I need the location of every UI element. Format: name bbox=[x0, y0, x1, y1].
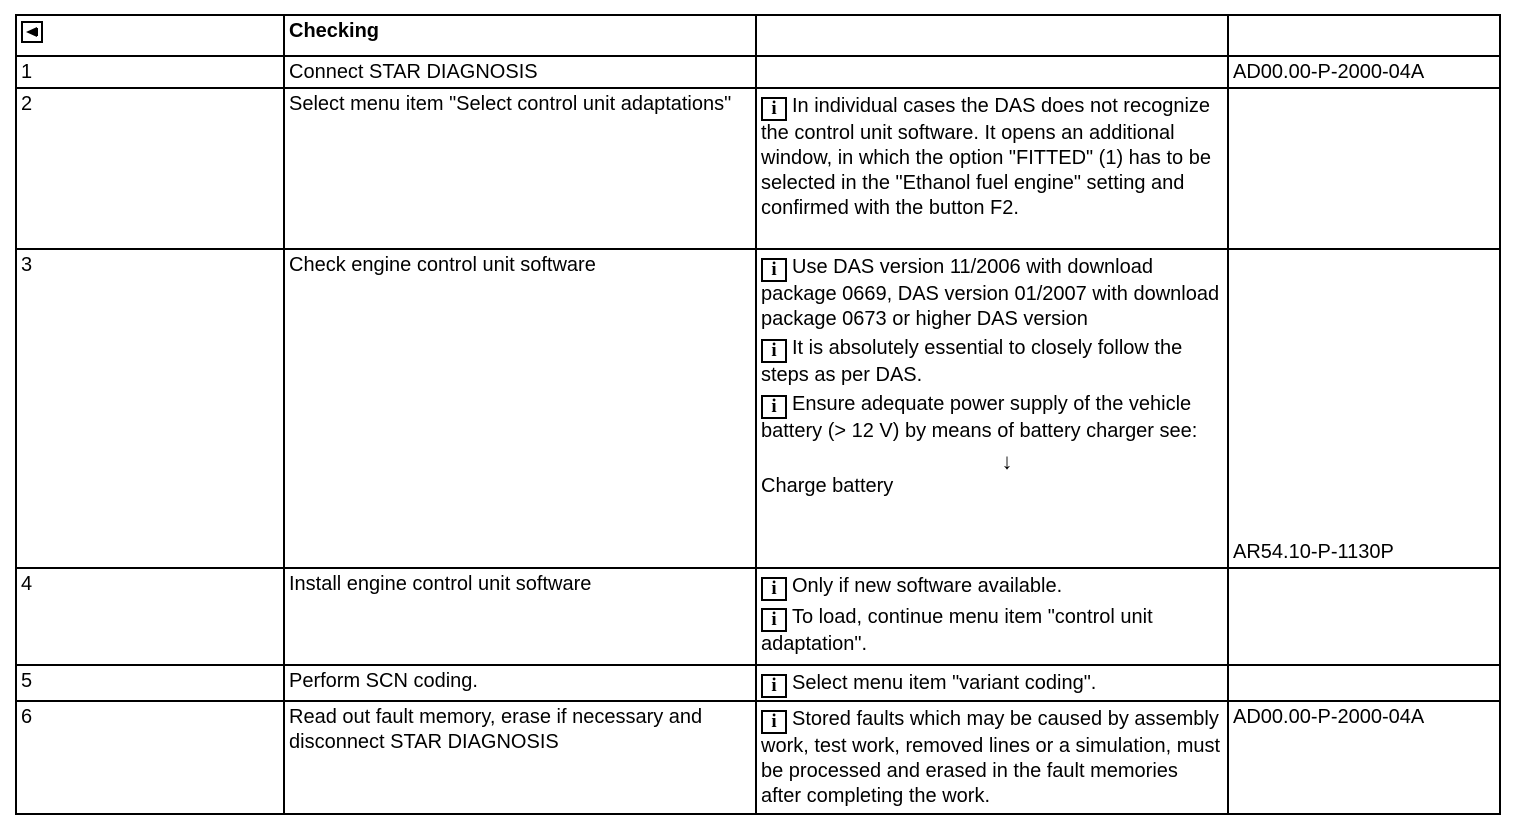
step-action: Install engine control unit software bbox=[284, 568, 756, 665]
step-notes bbox=[756, 88, 1228, 249]
step-number: 5 bbox=[16, 665, 284, 701]
step-number: 4 bbox=[16, 568, 284, 665]
info-note bbox=[761, 94, 1223, 221]
info-note bbox=[761, 671, 1223, 698]
table-header-row bbox=[16, 15, 1500, 56]
info-icon: i bbox=[761, 674, 787, 698]
table-row bbox=[16, 56, 1500, 88]
procedure-table bbox=[15, 14, 1501, 815]
header-notes-cell bbox=[756, 15, 1228, 56]
step-action: Check engine control unit software bbox=[284, 249, 756, 568]
table-row bbox=[16, 88, 1500, 249]
table-row bbox=[16, 249, 1500, 568]
table-row bbox=[16, 701, 1500, 814]
step-reference-link[interactable]: AD00.00-P-2000-04A bbox=[1228, 701, 1500, 814]
info-icon: i bbox=[761, 339, 787, 363]
table-row bbox=[16, 665, 1500, 701]
note-text: Ensure adequate power supply of the vehicle battery (> 12 V) by means of battery charger see: bbox=[761, 393, 1198, 442]
step-number: 2 bbox=[16, 88, 284, 249]
note-text: Use DAS version 11/2006 with download package 0669, DAS version 01/2007 with download package 0673 or higher DAS version bbox=[761, 256, 1220, 330]
note-text: In individual cases the DAS does not recognize the control unit software. It opens an additional window, in which the option "FITTED" (1) has to be selected in the "Ethanol fuel engine" setting and confirmed with the button F2. bbox=[761, 95, 1211, 219]
info-note bbox=[761, 336, 1223, 388]
info-icon: i bbox=[761, 97, 787, 121]
step-number: 1 bbox=[16, 56, 284, 88]
step-reference-link[interactable]: AR54.10-P-1130P bbox=[1233, 541, 1394, 563]
info-icon: i bbox=[761, 395, 787, 419]
table-row bbox=[16, 568, 1500, 665]
section-title: Checking bbox=[284, 15, 756, 56]
step-notes bbox=[756, 249, 1228, 568]
step-reference bbox=[1228, 568, 1500, 665]
info-icon: i bbox=[761, 710, 787, 734]
back-cell[interactable] bbox=[16, 15, 284, 56]
step-reference-link[interactable]: AD00.00-P-2000-04A bbox=[1228, 56, 1500, 88]
step-reference bbox=[1228, 88, 1500, 249]
step-notes bbox=[756, 568, 1228, 665]
step-action: Perform SCN coding. bbox=[284, 665, 756, 701]
info-note bbox=[761, 392, 1223, 444]
step-notes bbox=[756, 56, 1228, 88]
step-reference bbox=[1228, 665, 1500, 701]
step-number: 6 bbox=[16, 701, 284, 814]
step-notes bbox=[756, 701, 1228, 814]
info-note bbox=[761, 605, 1223, 657]
info-icon: i bbox=[761, 608, 787, 632]
info-note bbox=[761, 255, 1223, 332]
info-note bbox=[761, 707, 1223, 809]
step-action: Read out fault memory, erase if necessary and disconnect STAR DIAGNOSIS bbox=[284, 701, 756, 814]
step-number: 3 bbox=[16, 249, 284, 568]
header-ref-cell bbox=[1228, 15, 1500, 56]
step-reference bbox=[1228, 249, 1500, 568]
arrow-down-icon: ↓ bbox=[1001, 449, 1013, 474]
step-action: Connect STAR DIAGNOSIS bbox=[284, 56, 756, 88]
note-text: It is absolutely essential to closely follow the steps as per DAS. bbox=[761, 337, 1183, 386]
note-text: Select menu item "variant coding". bbox=[792, 672, 1097, 694]
note-text: To load, continue menu item "control unit adaptation". bbox=[761, 606, 1153, 655]
step-action: Select menu item "Select control unit adaptations" bbox=[284, 88, 756, 249]
note-text: Stored faults which may be caused by assembly work, test work, removed lines or a simulation, must be processed and erased in the fault memories after completing the work. bbox=[761, 708, 1221, 807]
charge-battery-link[interactable]: Charge battery bbox=[761, 475, 894, 497]
step-notes bbox=[756, 665, 1228, 701]
note-text: Only if new software available. bbox=[792, 575, 1063, 597]
info-icon: i bbox=[761, 258, 787, 282]
back-icon[interactable] bbox=[21, 21, 43, 43]
info-note bbox=[761, 574, 1223, 601]
info-icon: i bbox=[761, 577, 787, 601]
